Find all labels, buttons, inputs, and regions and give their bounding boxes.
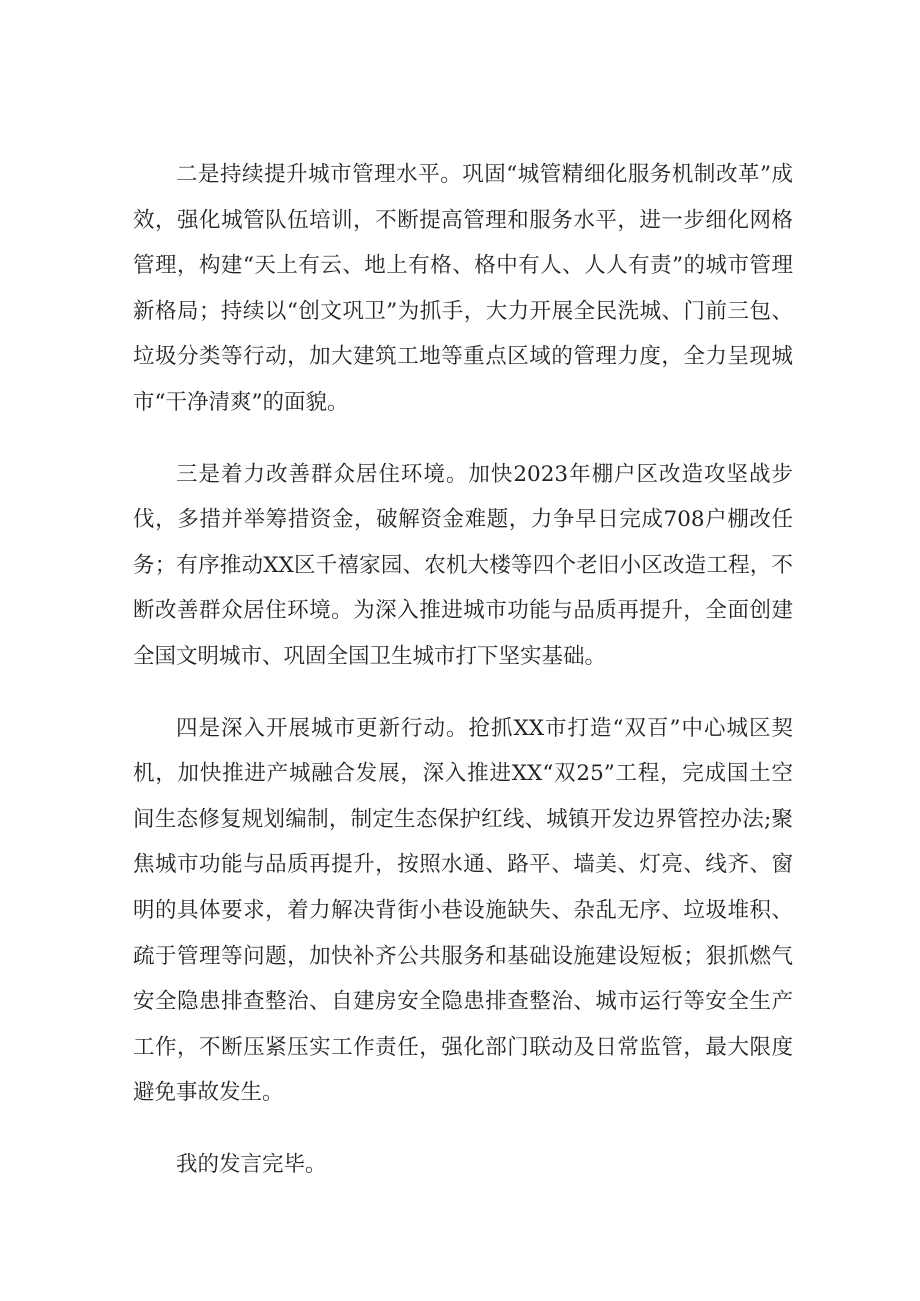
document-body — [133, 152, 793, 1187]
paragraph-closing: 我的发言完毕。 — [176, 1151, 327, 1177]
paragraph-urban-management: 二是持续提升城市管理水平。巩固“城管精细化服务机制改革”成效，强化城管队伍培训，不断提高管理和服务水平，进一步细化网格管理，构建“天上有云、地上有格、格中有人、人人有责”的城市管理新格局；持续以“创文巩卫”为抓手，大力开展全民洗城、门前三包、垃圾分类等行动，加大建筑工地等重点区域的管理力度，全力呈现城市“干净清爽”的面貌。 — [133, 162, 793, 415]
paragraph-living-environment: 三是着力改善群众居住环境。加快2023年棚户区改造攻坚战步伐，多措并举筹措资金，破解资金难题，力争早日完成708户棚改任务；有序推动XX区千禧家园、农机大楼等四个老旧小区改造工程，不断改善群众居住环境。为深入推进城市功能与品质再提升，全面创建全国文明城市、巩固全国卫生城市打下坚实基础。 — [133, 461, 793, 669]
paragraph-urban-renewal: 四是深入开展城市更新行动。抢抓XX市打造“双百”中心城区契机，加快推进产城融合发展，深入推进XX“双25”工程，完成国土空间生态修复规划编制，制定生态保护红线、城镇开发边界管控办法;聚焦城市功能与品质再提升，按照水通、路平、墙美、灯亮、线齐、窗明的具体要求，着力解决背街小巷设施缺失、杂乱无序、垃圾堆积、疏于管理等问题，加快补齐公共服务和基础设施建设短板；狠抓燃气安全隐患排查整治、自建房安全隐患排查整治、城市运行等安全生产工作，不断压紧压实工作责任，强化部门联动及日常监管，最大限度避免事故发生。 — [133, 715, 793, 1106]
